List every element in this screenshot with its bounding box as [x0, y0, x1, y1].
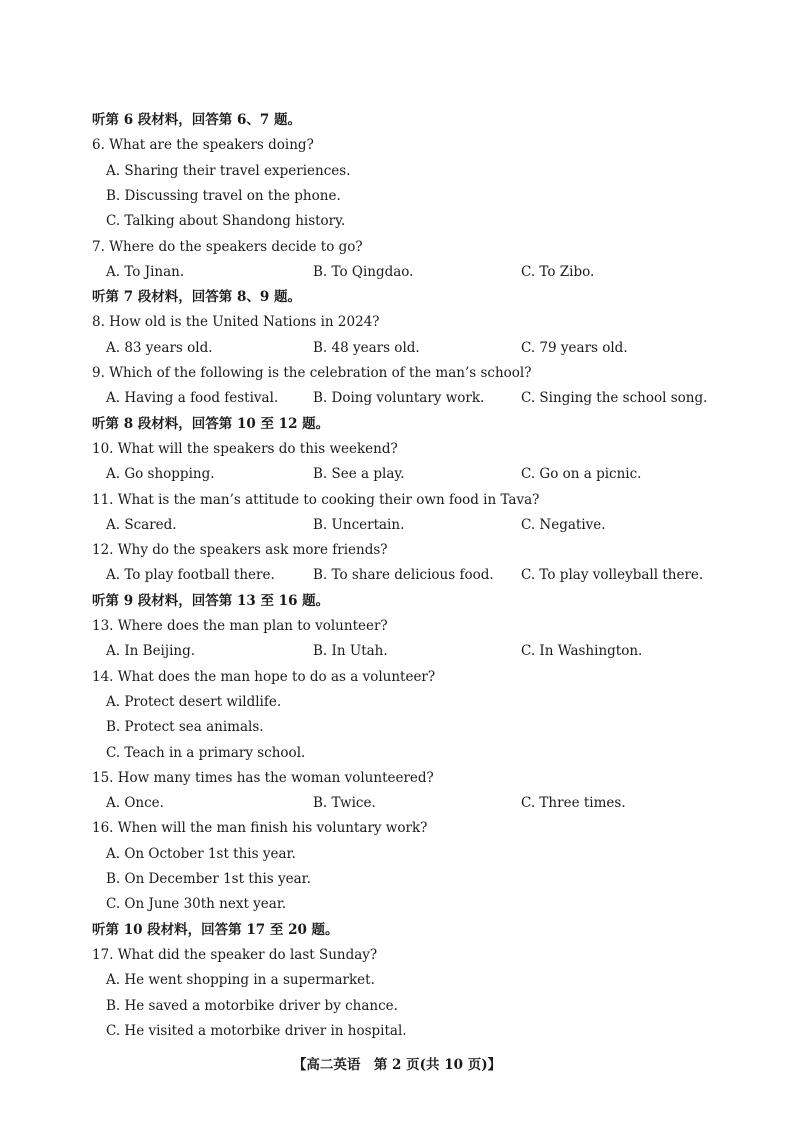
option-line: [0, 690, 794, 715]
answer-option: C. Singing the school song.: [521, 390, 708, 407]
answer-option: C. Go on a picnic.: [521, 466, 642, 483]
question-text: 16. When will the man finish his voluntary work?: [92, 820, 428, 837]
section-line: [0, 918, 794, 943]
question-line: [0, 816, 794, 841]
option-line: [0, 184, 794, 209]
question-line: [0, 614, 794, 639]
answer-option: B. In Utah.: [313, 643, 388, 660]
answer-option: B. To Qingdao.: [313, 263, 414, 280]
answer-option: A. Once.: [106, 795, 164, 812]
question-text: 12. Why do the speakers ask more friends?: [92, 542, 388, 559]
answer-option: B. Discussing travel on the phone.: [106, 187, 341, 204]
option-row: [0, 260, 794, 285]
question-line: [0, 361, 794, 386]
answer-option: B. Protect sea animals.: [106, 719, 264, 736]
question-text: 9. Which of the following is the celebration of the man’s school?: [92, 365, 532, 381]
section-instruction: 听第 8 段材料，回答第 10 至 12 题。: [92, 415, 330, 432]
answer-option: A. Sharing their travel experiences.: [106, 162, 351, 179]
answer-option: A. On October 1st this year.: [106, 845, 296, 862]
answer-option: A. Scared.: [106, 516, 177, 533]
question-line: [0, 235, 794, 260]
option-line: [0, 159, 794, 184]
answer-option: B. 48 years old.: [313, 339, 420, 356]
option-line: [0, 892, 794, 917]
question-text: 14. What does the man hope to do as a volunteer?: [92, 668, 436, 685]
answer-option: B. He saved a motorbike driver by chance.: [106, 997, 398, 1014]
answer-option: B. Twice.: [313, 795, 376, 812]
answer-option: C. 79 years old.: [521, 339, 628, 356]
answer-option: C. To Zibo.: [521, 263, 595, 280]
answer-option: C. To play volleyball there.: [521, 567, 704, 584]
answer-option: B. Doing voluntary work.: [313, 390, 485, 407]
question-line: [0, 538, 794, 563]
question-line: [0, 766, 794, 791]
question-line: [0, 943, 794, 968]
answer-option: C. Three times.: [521, 795, 626, 812]
page-footer: 【高二英语 第 2 页(共 10 页)】: [292, 1057, 502, 1073]
question-text: 8. How old is the United Nations in 2024?: [92, 314, 380, 331]
option-row: [0, 639, 794, 664]
section-line: [0, 589, 794, 614]
option-row: [0, 386, 794, 411]
question-text: 17. What did the speaker do last Sunday?: [92, 946, 378, 963]
option-line: [0, 715, 794, 740]
question-text: 7. Where do the speakers decide to go?: [92, 238, 363, 255]
answer-option: C. In Washington.: [521, 643, 643, 660]
option-row: [0, 513, 794, 538]
answer-option: A. To Jinan.: [106, 263, 185, 280]
question-line: [0, 665, 794, 690]
answer-option: B. Uncertain.: [313, 516, 405, 533]
question-text: 11. What is the man’s attitude to cooking their own food in Tava?: [92, 491, 540, 508]
section-line: [0, 412, 794, 437]
answer-option: A. In Beijing.: [106, 643, 196, 660]
option-row: [0, 336, 794, 361]
option-row: [0, 791, 794, 816]
answer-option: B. On December 1st this year.: [106, 871, 311, 887]
question-text: 10. What will the speakers do this weekend?: [92, 440, 398, 457]
answer-option: C. Talking about Shandong history.: [106, 213, 346, 230]
question-line: [0, 133, 794, 158]
answer-option: C. Negative.: [521, 516, 606, 533]
option-line: [0, 867, 794, 892]
answer-option: C. He visited a motorbike driver in hospital.: [106, 1022, 407, 1039]
option-row: [0, 462, 794, 487]
section-instruction: 听第 9 段材料，回答第 13 至 16 题。: [92, 592, 330, 609]
answer-option: B. See a play.: [313, 466, 405, 483]
section-instruction: 听第 6 段材料，回答第 6、7 题。: [92, 112, 301, 128]
section-line: [0, 108, 794, 133]
answer-option: C. On June 30th next year.: [106, 896, 287, 913]
option-line: [0, 994, 794, 1019]
question-line: [0, 488, 794, 513]
answer-option: C. Teach in a primary school.: [106, 744, 306, 761]
question-text: 15. How many times has the woman volunteered?: [92, 769, 434, 786]
option-line: [0, 209, 794, 234]
question-line: [0, 310, 794, 335]
answer-option: A. Having a food festival.: [106, 390, 279, 407]
answer-option: A. 83 years old.: [106, 339, 213, 356]
question-line: [0, 437, 794, 462]
option-line: [0, 968, 794, 993]
section-instruction: 听第 10 段材料，回答第 17 至 20 题。: [92, 921, 339, 938]
question-text: 6. What are the speakers doing?: [92, 137, 314, 154]
option-line: [0, 1019, 794, 1044]
option-line: [0, 741, 794, 766]
answer-option: A. To play football there.: [106, 567, 275, 584]
section-line: [0, 285, 794, 310]
answer-option: A. Go shopping.: [106, 466, 215, 483]
answer-option: A. Protect desert wildlife.: [106, 693, 282, 710]
option-row: [0, 563, 794, 588]
option-line: [0, 842, 794, 867]
question-text: 13. Where does the man plan to volunteer?: [92, 618, 388, 634]
answer-option: B. To share delicious food.: [313, 567, 494, 584]
section-instruction: 听第 7 段材料，回答第 8、9 题。: [92, 289, 301, 306]
answer-option: A. He went shopping in a supermarket.: [106, 972, 375, 989]
